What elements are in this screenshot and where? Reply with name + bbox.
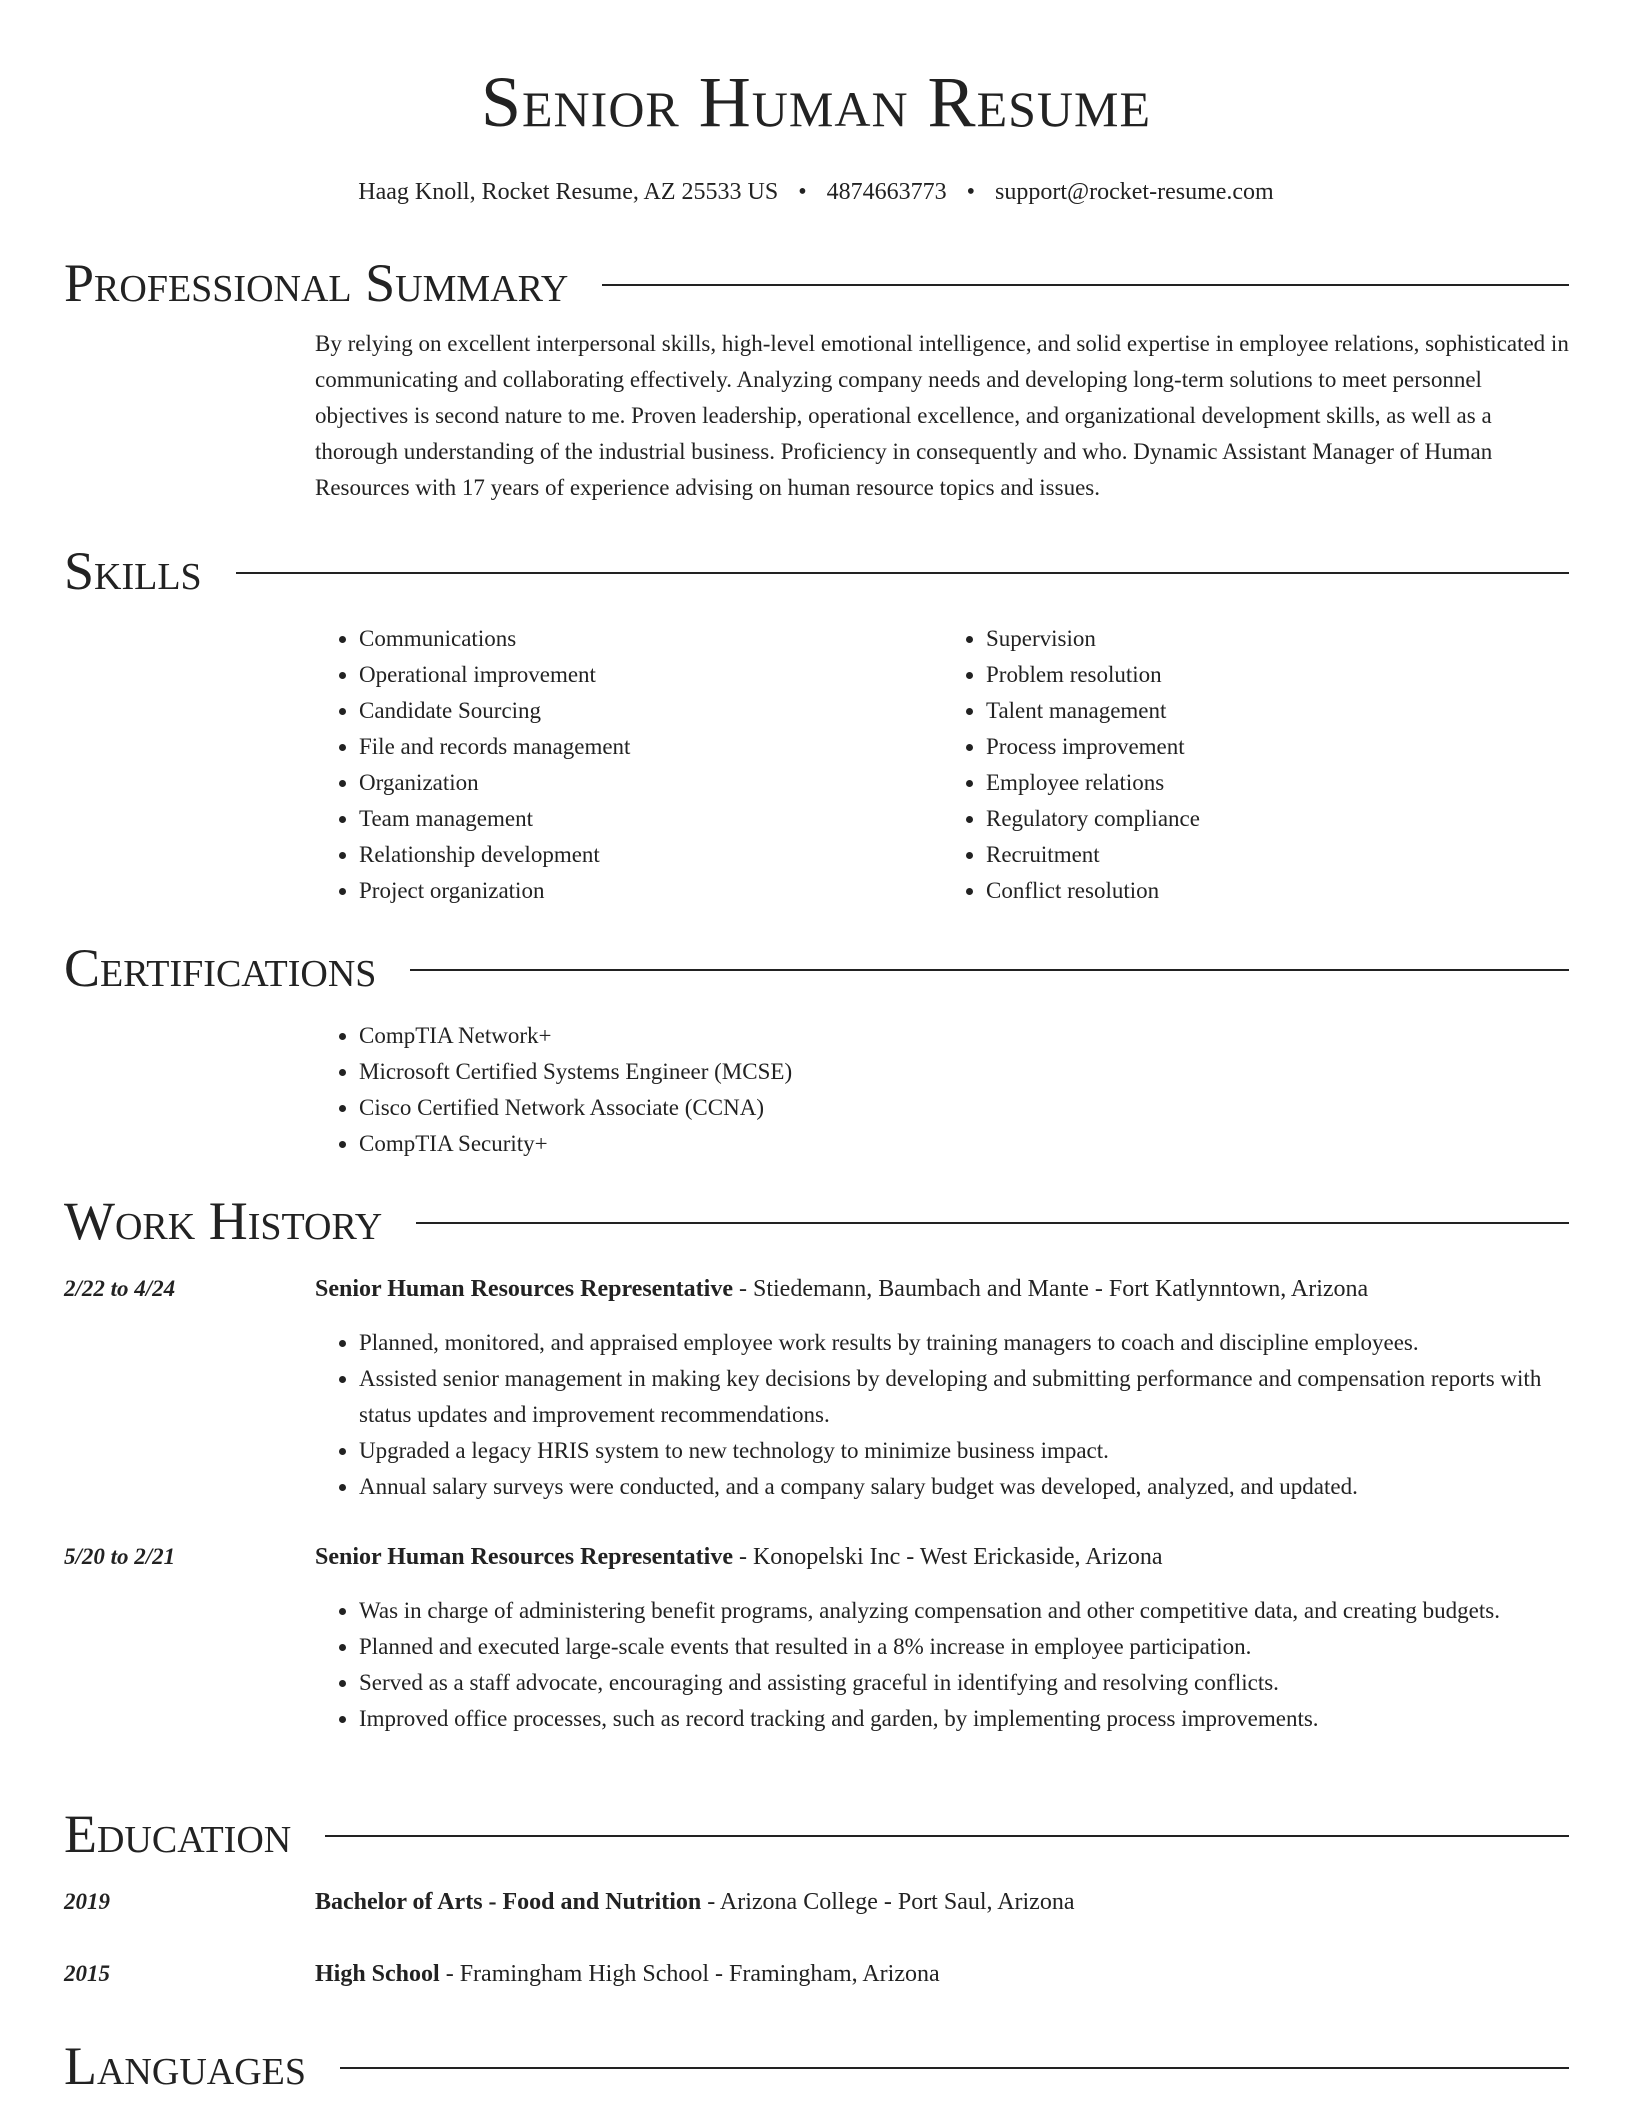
job-title: Senior Human Resources Representative	[315, 1544, 733, 1570]
education-header	[315, 1884, 1569, 1920]
languages-heading: Languages	[64, 2036, 306, 2096]
list-item: • Candidate Sourcing	[359, 693, 942, 729]
section-divider	[602, 284, 1569, 286]
contact-line	[0, 176, 1632, 208]
work-history-section	[64, 1191, 1569, 1737]
section-divider	[416, 1222, 1569, 1224]
job-duties-list	[315, 1325, 1569, 1505]
contact-email: support@rocket-resume.com	[995, 179, 1274, 205]
education-details: - Framingham High School - Framingham, Arizona	[439, 1961, 940, 1987]
skills-heading-row	[64, 541, 1569, 601]
list-item: • Planned and executed large-scale events that resulted in a 8% increase in employee participation.	[359, 1629, 1569, 1665]
job-header	[315, 1539, 1569, 1575]
list-item: • Organization	[359, 765, 942, 801]
education-degree: Bachelor of Arts - Food and Nutrition	[315, 1889, 702, 1915]
list-item: • File and records management	[359, 729, 942, 765]
section-divider	[340, 2067, 1569, 2069]
certifications-heading-row	[64, 938, 1569, 998]
job-entry	[64, 1271, 1569, 1505]
section-divider	[410, 969, 1569, 971]
job-dates: 5/20 to 2/21	[64, 1544, 176, 1569]
list-item: • Served as a staff advocate, encouraging and assisting graceful in identifying and resolving conflicts.	[359, 1665, 1569, 1701]
job-title: Senior Human Resources Representative	[315, 1276, 733, 1302]
list-item: • Problem resolution	[986, 657, 1569, 693]
list-item: • Process improvement	[986, 729, 1569, 765]
list-item: • Was in charge of administering benefit programs, analyzing compensation and other competitive data, and creating budgets.	[359, 1593, 1569, 1629]
summary-heading: Professional Summary	[64, 253, 569, 313]
contact-address: Haag Knoll, Rocket Resume, AZ 25533 US	[358, 179, 779, 205]
list-item: • Recruitment	[986, 837, 1569, 873]
certifications-section	[64, 938, 1569, 1162]
certifications-heading: Certifications	[64, 938, 377, 998]
work-heading-row	[64, 1191, 1569, 1251]
list-item: • Annual salary surveys were conducted, and a company salary budget was developed, analyzed, and updated.	[359, 1469, 1569, 1505]
list-item: • Planned, monitored, and appraised employee work results by training managers to coach and discipline employees.	[359, 1325, 1569, 1361]
languages-heading-row	[64, 2036, 1569, 2096]
job-duties	[315, 1593, 1569, 1737]
education-entry	[64, 1884, 1569, 1920]
list-item: • Regulatory compliance	[986, 801, 1569, 837]
list-item: • Supervision	[986, 621, 1569, 657]
list-item: • Communications	[359, 621, 942, 657]
job-duties-list	[315, 1593, 1569, 1737]
list-item: • Microsoft Certified Systems Engineer (MCSE)	[359, 1054, 1569, 1090]
contact-separator: •	[966, 179, 976, 205]
languages-section	[64, 2036, 1569, 2096]
education-entry	[64, 1956, 1569, 1992]
education-header	[315, 1956, 1569, 1992]
education-details: - Arizona College - Port Saul, Arizona	[701, 1889, 1075, 1915]
list-item: • CompTIA Security+	[359, 1126, 1569, 1162]
section-divider	[325, 1835, 1569, 1837]
education-year: 2015	[64, 1961, 110, 1986]
skills-heading: Skills	[64, 541, 202, 601]
job-duties	[315, 1325, 1569, 1505]
summary-text: By relying on excellent interpersonal skills, high-level emotional intelligence, and solid expertise in employee relations, sophisticated in communicating and collaborating effectively. Analyzing company needs and developing long-term solutions to meet personnel objectives is second nature to me. Proven leadership, operational excellence, and organizational development skills, as well as a thorough understanding of the industrial business. Proficiency in consequently and who. Dynamic Assistant Manager of Human Resources with 17 years of experience advising on human resource topics and issues.	[315, 331, 1569, 500]
list-item: • Talent management	[986, 693, 1569, 729]
job-entry	[64, 1539, 1569, 1737]
education-section	[64, 1804, 1569, 1992]
list-item: • CompTIA Network+	[359, 1018, 1569, 1054]
certifications-list	[315, 1018, 1569, 1162]
list-item: • Assisted senior management in making key decisions by developing and submitting performance and compensation reports with status updates and improvement recommendations.	[359, 1361, 1569, 1433]
skills-section	[64, 541, 1569, 909]
skills-grid	[315, 621, 1569, 909]
job-details: - Konopelski Inc - West Erickaside, Arizona	[732, 1544, 1163, 1570]
certifications-list-wrap	[315, 1018, 1569, 1162]
summary-section	[64, 253, 1569, 506]
contact-separator: •	[798, 179, 807, 205]
list-item: • Team management	[359, 801, 942, 837]
list-item: • Upgraded a legacy HRIS system to new technology to minimize business impact.	[359, 1433, 1569, 1469]
list-item: • Employee relations	[986, 765, 1569, 801]
list-item: • Operational improvement	[359, 657, 942, 693]
list-item: • Cisco Certified Network Associate (CCNA)	[359, 1090, 1569, 1126]
list-item: • Project organization	[359, 873, 942, 909]
job-details: - Stiedemann, Baumbach and Mante - Fort Katlynntown, Arizona	[732, 1276, 1369, 1302]
education-heading-row	[64, 1804, 1569, 1864]
skills-list-right	[942, 621, 1569, 909]
education-year: 2019	[64, 1889, 110, 1914]
contact-phone: 4874663773	[826, 179, 947, 205]
education-degree: High School	[315, 1961, 440, 1987]
job-header	[315, 1271, 1569, 1307]
skills-list-left	[315, 621, 942, 909]
resume-name: Senior Human Resume	[480, 62, 1152, 142]
summary-heading-row	[64, 253, 1569, 313]
list-item: • Conflict resolution	[986, 873, 1569, 909]
section-divider	[236, 572, 1569, 574]
education-heading: Education	[64, 1804, 292, 1864]
list-item: • Relationship development	[359, 837, 942, 873]
list-item: • Improved office processes, such as record tracking and garden, by implementing process improvements.	[359, 1701, 1569, 1737]
work-history-heading: Work History	[64, 1191, 383, 1251]
job-dates: 2/22 to 4/24	[64, 1276, 176, 1301]
